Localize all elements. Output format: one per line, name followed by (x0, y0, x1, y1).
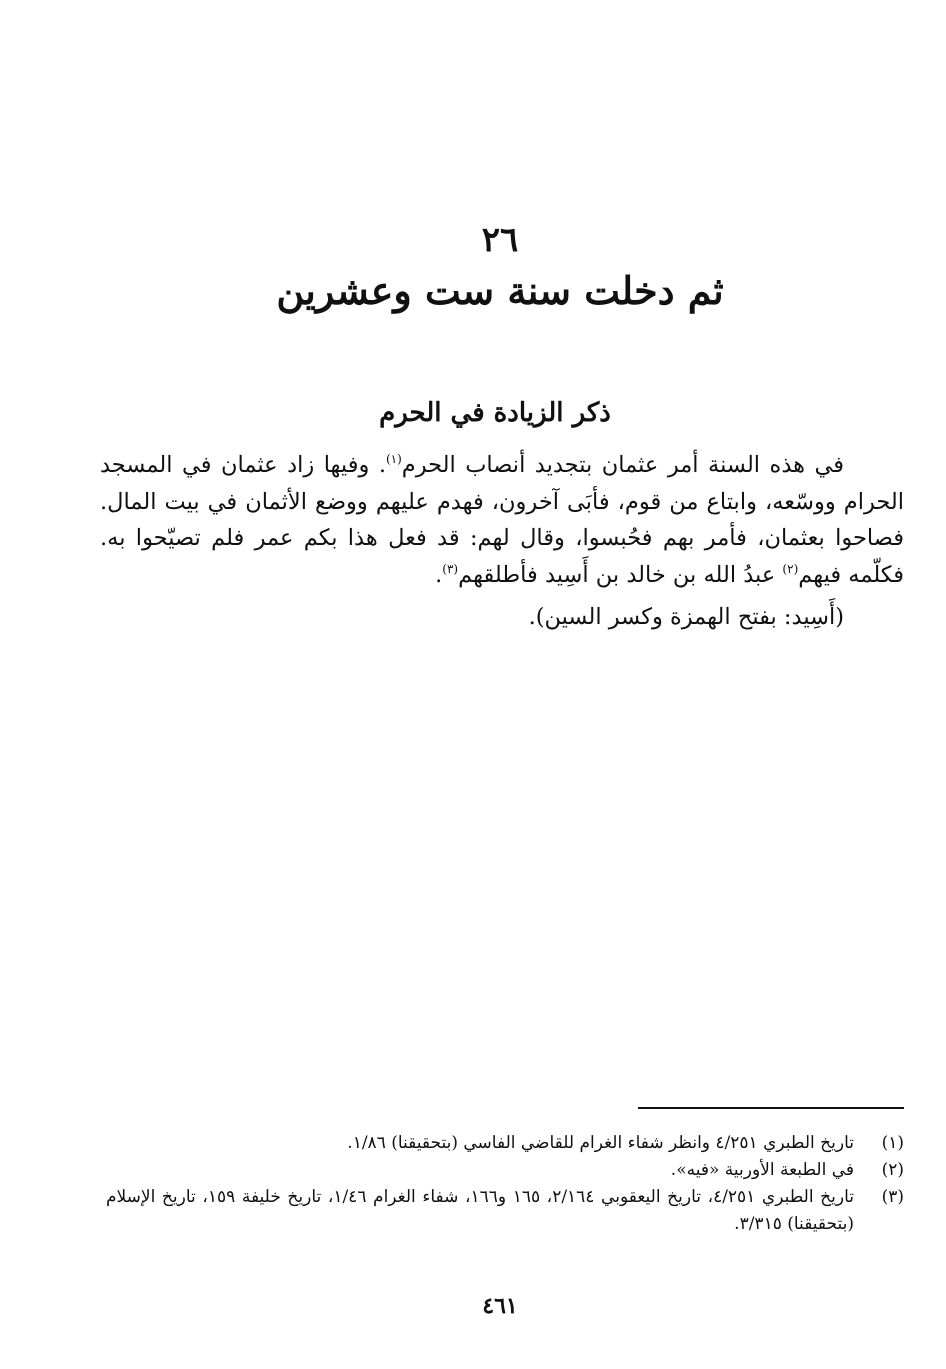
footnote-number: (١) (881, 1133, 904, 1153)
footnote-1 (106, 1130, 904, 1157)
chapter-title: ثم دخلت سنة ست وعشرين (276, 268, 724, 313)
footnote-text: في الطبعة الأوربية «فيه». (670, 1160, 854, 1180)
footnote-3 (106, 1184, 904, 1238)
paragraph-text: عبدُ الله بن خالد بن أَسِيد فأطلقهم (458, 561, 783, 588)
footnote-text: تاريخ الطبري ٤/٢٥١ وانظر شفاء الغرام للقاضي الفاسي (بتحقيقنا) ١/٨٦. (347, 1133, 854, 1153)
footnote-divider (638, 1107, 904, 1109)
paragraph-text: . وفيها زاد عثمان في المسجد الحرام ووسّعه، وابتاع من قوم، فأبَى آخرون، فهدم عليهم ووضع الأثمان في بيت المال. فصاحوا بعثمان، فأمر بهم فحُبسوا، وقال لهم: قد فعل هذا بكم عمر فلم تصيّحوا به. فكلّمه فيهم (100, 452, 904, 588)
footnote-2 (106, 1157, 904, 1184)
paragraph-text: في هذه السنة أمر عثمان بتجديد أنصاب الحرم (401, 452, 844, 478)
footnote-number: (٣) (881, 1187, 904, 1207)
footnotes (106, 1130, 904, 1238)
footnote-text: تاريخ الطبري ٤/٢٥١، تاريخ اليعقوبي ٢/١٦٤، ١٦٥ و١٦٦، شفاء الغرام ١/٤٦، تاريخ خليفة ١٥٩، تاريخ الإسلام (بتحقيقنا) ٣/٣١٥. (106, 1187, 855, 1234)
pronunciation-note: (أَسِيد: بفتح الهمزة وكسر السين). (528, 604, 844, 630)
footnote-ref-2[interactable]: (٢) (782, 561, 799, 576)
page-number: ٤٦١ (482, 1293, 518, 1319)
body-paragraph (100, 447, 904, 593)
body-text (100, 447, 904, 636)
footnote-number: (٢) (881, 1160, 904, 1180)
chapter-number: ٢٦ (481, 220, 519, 260)
paragraph-text: . (435, 561, 443, 588)
footnote-ref-3[interactable]: (٣) (442, 561, 459, 576)
footnote-ref-1[interactable]: (١) (385, 452, 402, 466)
section-heading: ذكر الزيادة في الحرم (379, 398, 611, 428)
